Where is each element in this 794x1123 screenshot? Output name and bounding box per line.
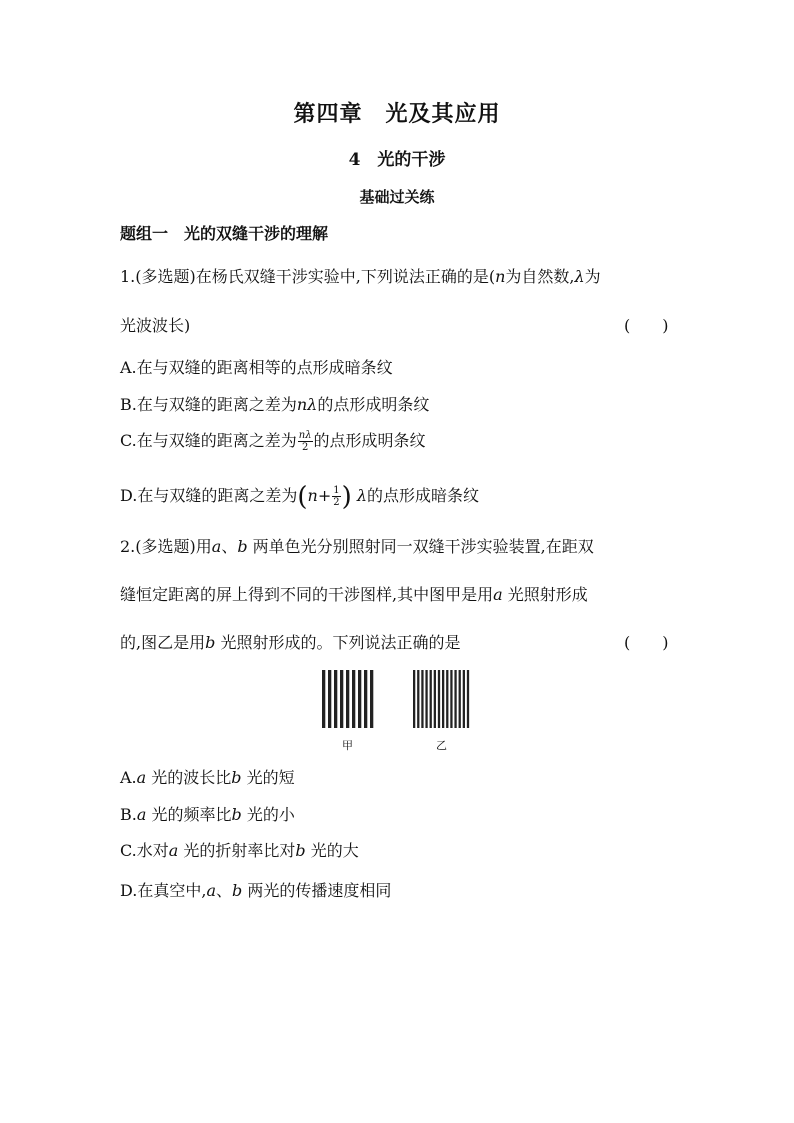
fringe-pattern-jia bbox=[322, 670, 376, 728]
yi-stripe bbox=[459, 670, 461, 728]
yi-stripe bbox=[438, 670, 440, 728]
q2-answer-blank: ( ) bbox=[624, 633, 669, 652]
fraction: $\frac{n\lambda}{2}$ bbox=[298, 430, 312, 453]
q1-option-b: B.在与双缝的距离之差为nλ的点形成明条纹 bbox=[120, 395, 430, 414]
fraction: $\frac{1}{2}$ bbox=[333, 485, 340, 508]
q2-stem-line1: 2.(多选题)用a、b 两单色光分别照射同一双缝干涉实验装置,在距双 bbox=[120, 537, 594, 556]
q1-answer-blank: ( ) bbox=[624, 316, 669, 335]
q2-option-c: C.水对a 光的折射率比对b 光的大 bbox=[120, 841, 359, 860]
yi-stripe bbox=[421, 670, 423, 728]
jia-stripe bbox=[340, 670, 343, 728]
jia-stripe bbox=[334, 670, 337, 728]
figure-label-jia: 甲 bbox=[342, 739, 353, 752]
jia-stripe bbox=[328, 670, 331, 728]
q1-option-d: D.在与双缝的距离之差为(n+ $\frac{1}{2}$ ) λ的点形成暗条纹 bbox=[120, 482, 480, 512]
yi-stripe bbox=[417, 670, 419, 728]
q2-option-a: A.a 光的波长比b 光的短 bbox=[120, 768, 295, 787]
yi-stripe bbox=[425, 670, 427, 728]
q1-stem-line2: 光波波长) bbox=[120, 316, 191, 335]
figure-label-yi: 乙 bbox=[436, 739, 447, 752]
yi-stripe bbox=[442, 670, 444, 728]
jia-stripe bbox=[370, 670, 373, 728]
chapter-title: 第四章 光及其应用 bbox=[293, 101, 501, 127]
section-title: 4 光的干涉 bbox=[348, 150, 446, 170]
q2-stem-line2: 缝恒定距离的屏上得到不同的干涉图样,其中图甲是用a 光照射形成 bbox=[120, 585, 588, 604]
yi-stripe bbox=[446, 670, 448, 728]
yi-stripe bbox=[434, 670, 436, 728]
jia-stripe bbox=[352, 670, 355, 728]
q2-option-d: D.在真空中,a、b 两光的传播速度相同 bbox=[120, 881, 392, 900]
yi-stripe bbox=[413, 670, 415, 728]
yi-stripe bbox=[454, 670, 456, 728]
practice-subtitle: 基础过关练 bbox=[359, 188, 435, 206]
yi-stripe bbox=[450, 670, 452, 728]
yi-stripe bbox=[467, 670, 469, 728]
jia-stripe bbox=[364, 670, 367, 728]
jia-stripe bbox=[358, 670, 361, 728]
jia-stripe bbox=[322, 670, 325, 728]
q2-stem-line3: 的,图乙是用b 光照射形成的。下列说法正确的是 bbox=[120, 633, 461, 652]
q1-stem-line1: 1.(多选题)在杨氏双缝干涉实验中,下列说法正确的是(n为自然数,λ为 bbox=[120, 267, 601, 286]
q2-option-b: B.a 光的频率比b 光的小 bbox=[120, 805, 295, 824]
q1-option-c: C.在与双缝的距离之差为 $\frac{n\lambda}{2}$ 的点形成明条纹 bbox=[120, 430, 426, 453]
group-title: 题组一 光的双缝干涉的理解 bbox=[120, 224, 329, 243]
yi-stripe bbox=[430, 670, 432, 728]
yi-stripe bbox=[463, 670, 465, 728]
q1-option-a: A.在与双缝的距离相等的点形成暗条纹 bbox=[120, 358, 393, 377]
fringe-pattern-yi bbox=[413, 670, 471, 728]
jia-stripe bbox=[346, 670, 349, 728]
